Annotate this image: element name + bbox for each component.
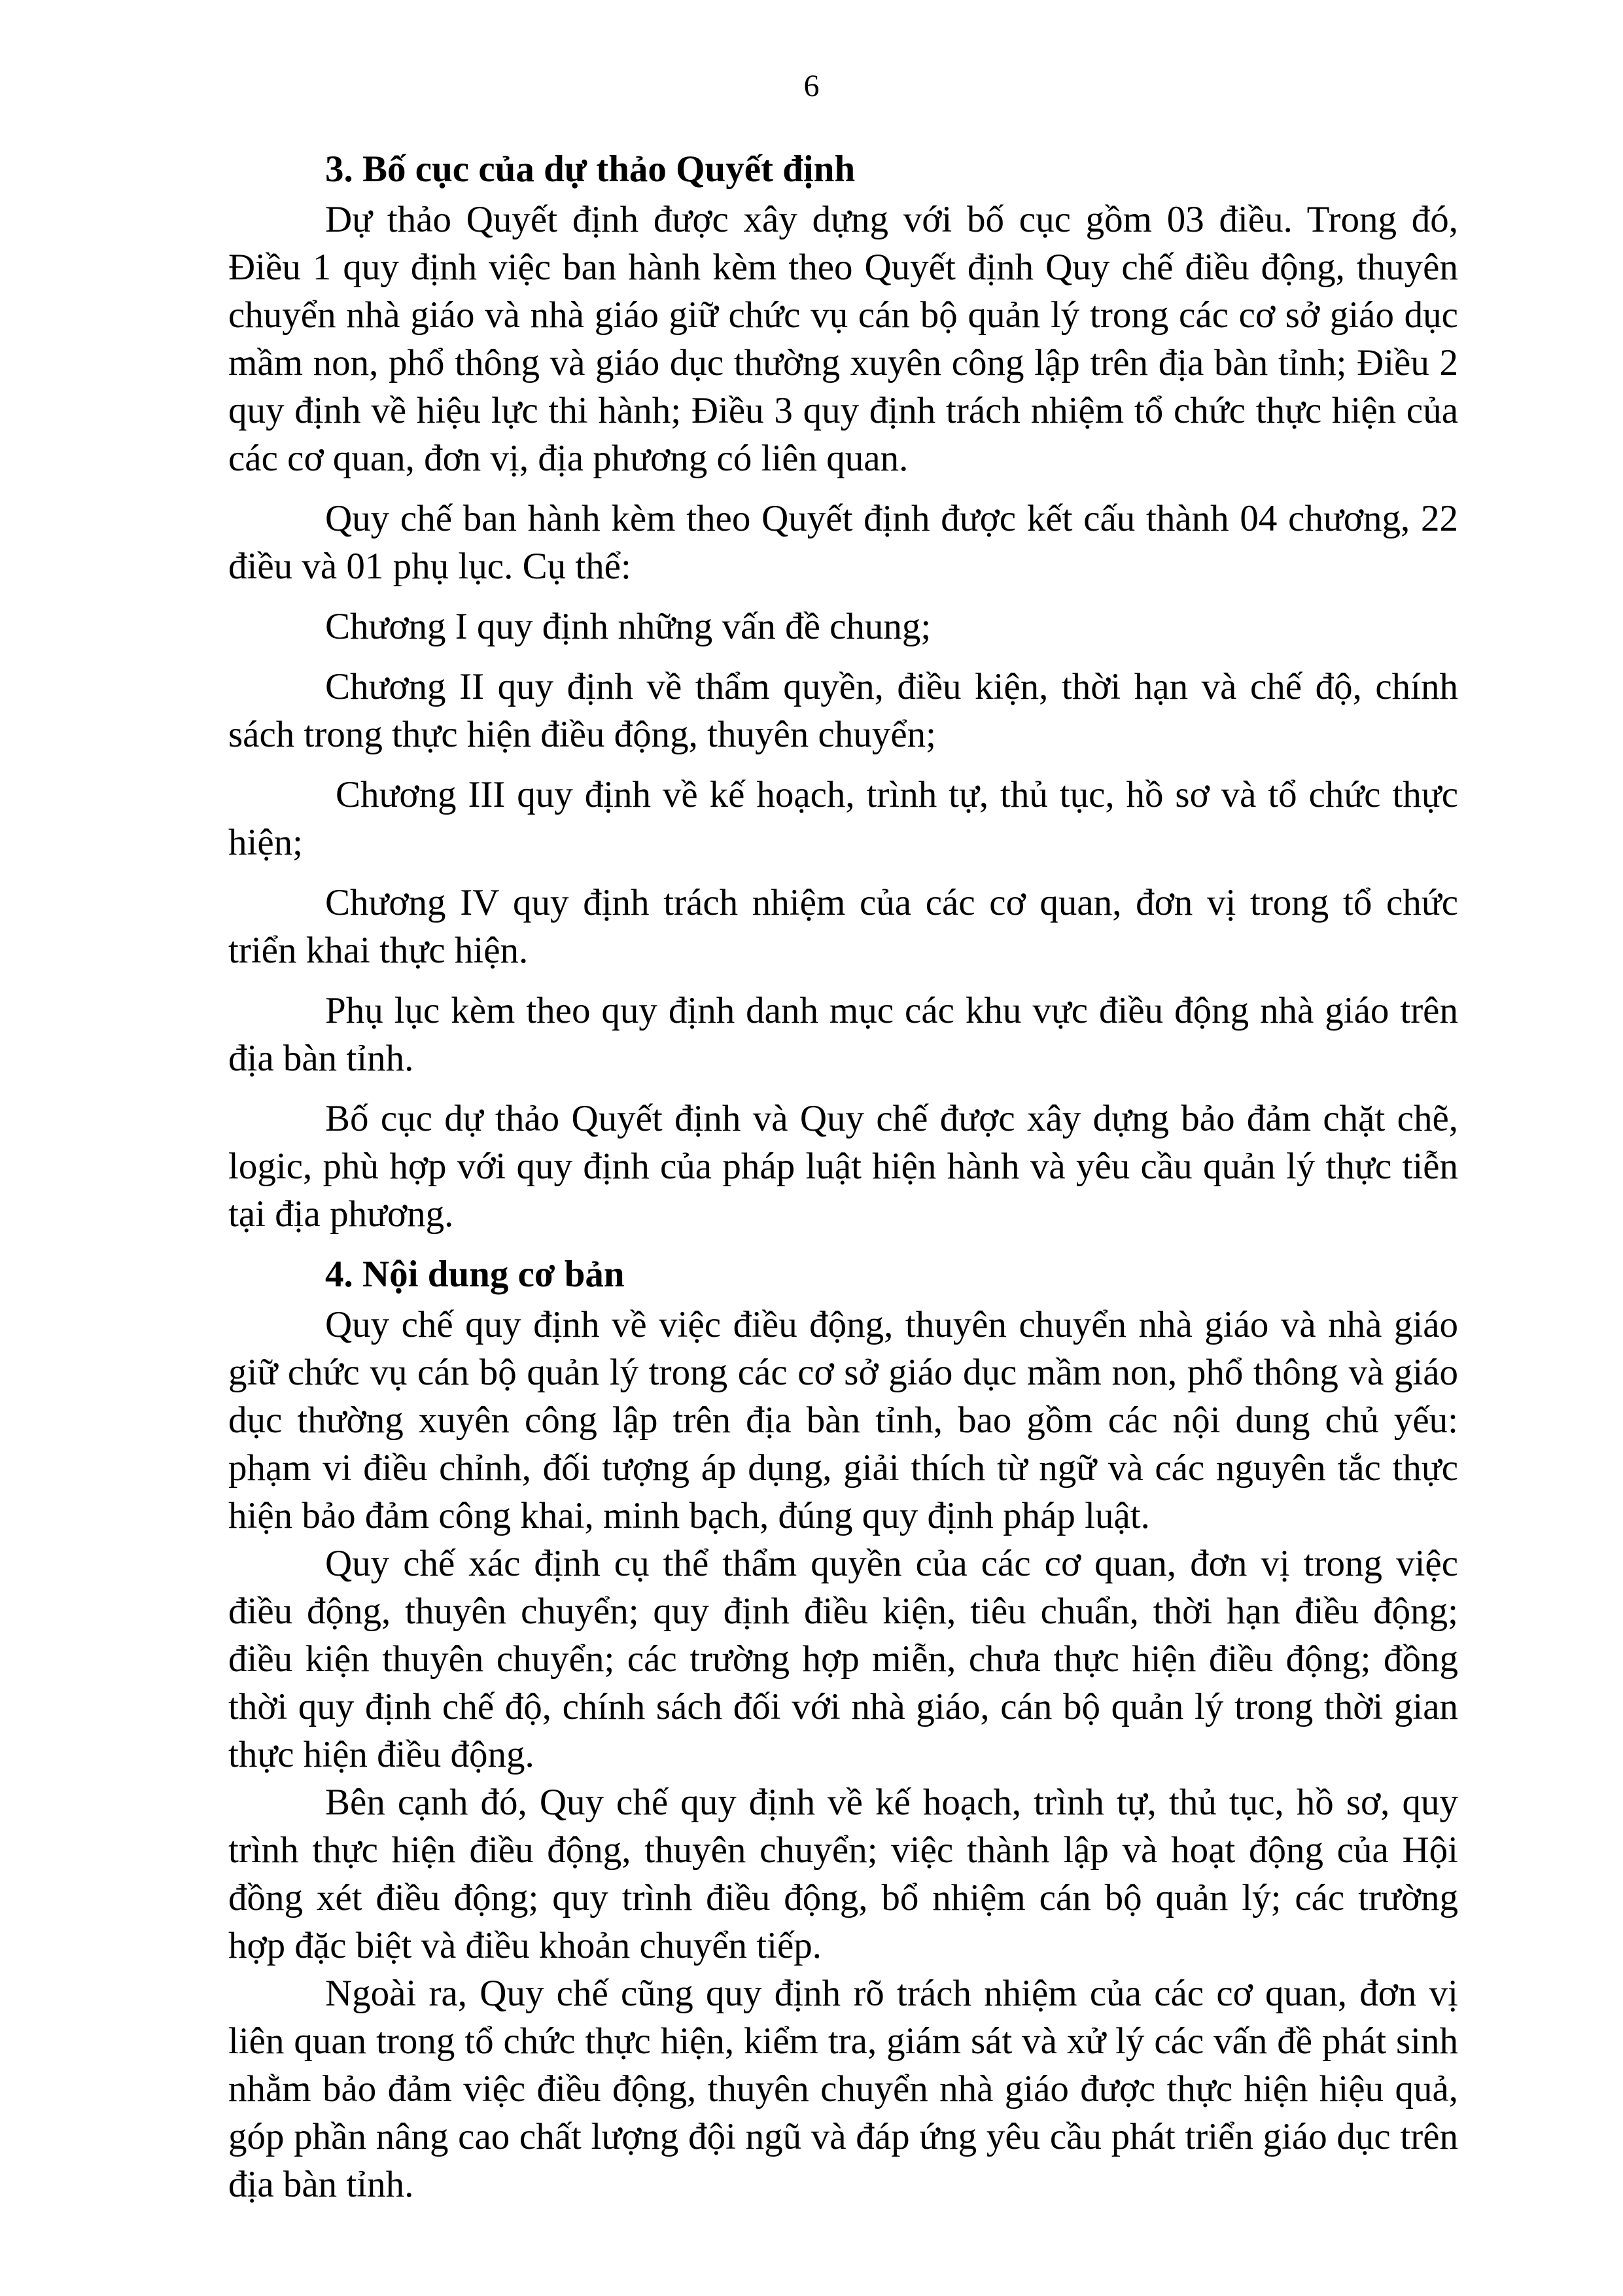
section-heading-content: 4. Nội dung cơ bản xyxy=(325,1254,625,1295)
document-body xyxy=(228,145,1458,2208)
paragraph: Bố cục dự thảo Quyết định và Quy chế được xây dựng bảo đảm chặt chẽ, logic, phù hợp với quy định của pháp luật hiện hành và yêu cầu quản lý thực tiễn tại địa phương. xyxy=(228,1098,1458,1235)
paragraph: Chương II quy định về thẩm quyền, điều kiện, thời hạn và chế độ, chính sách trong thực hiện điều động, thuyên chuyển; xyxy=(228,666,1458,755)
paragraph: Dự thảo Quyết định được xây dựng với bố cục gồm 03 điều. Trong đó, Điều 1 quy định việc ban hành kèm theo Quyết định Quy chế điều động, thuyên chuyển nhà giáo và nhà giáo giữ chức vụ cán bộ quản lý trong các cơ sở giáo dục mầm non, phổ thông và giáo dục thường xuyên công lập trên địa bàn tỉnh; Điều 2 quy định về hiệu lực thi hành; Điều 3 quy định trách nhiệm tổ chức thực hiện của các cơ quan, đơn vị, địa phương có liên quan. xyxy=(228,199,1458,479)
paragraph: Chương I quy định những vấn đề chung; xyxy=(325,606,932,647)
paragraph: Quy chế quy định về việc điều động, thuyên chuyển nhà giáo và nhà giáo giữ chức vụ cán bộ quản lý trong các cơ sở giáo dục mầm non, phổ thông và giáo dục thường xuyên công lập trên địa bàn tỉnh, bao gồm các nội dung chủ yếu: phạm vi điều chỉnh, đối tượng áp dụng, giải thích từ ngữ và các nguyên tắc thực hiện bảo đảm công khai, minh bạch, đúng quy định pháp luật. xyxy=(228,1304,1458,1536)
paragraph: Quy chế ban hành kèm theo Quyết định được kết cấu thành 04 chương, 22 điều và 01 phụ lục. Cụ thể: xyxy=(228,498,1458,587)
section-heading-structure: 3. Bố cục của dự thảo Quyết định xyxy=(325,149,856,190)
paragraph: Phụ lục kèm theo quy định danh mục các khu vực điều động nhà giáo trên địa bàn tỉnh. xyxy=(228,990,1458,1079)
paragraph: Ngoài ra, Quy chế cũng quy định rõ trách nhiệm của các cơ quan, đơn vị liên quan trong tổ chức thực hiện, kiểm tra, giám sát và xử lý các vấn đề phát sinh nhằm bảo đảm việc điều động, thuyên chuyển nhà giáo được thực hiện hiệu quả, góp phần nâng cao chất lượng đội ngũ và đáp ứng yêu cầu phát triển giáo dục trên địa bàn tỉnh. xyxy=(228,1973,1458,2205)
paragraph: Quy chế xác định cụ thể thẩm quyền của các cơ quan, đơn vị trong việc điều động, thuyên chuyển; quy định điều kiện, tiêu chuẩn, thời hạn điều động; điều kiện thuyên chuyển; các trường hợp miễn, chưa thực hiện điều động; đồng thời quy định chế độ, chính sách đối với nhà giáo, cán bộ quản lý trong thời gian thực hiện điều động. xyxy=(228,1543,1458,1775)
paragraph: Bên cạnh đó, Quy chế quy định về kế hoạch, trình tự, thủ tục, hồ sơ, quy trình thực hiện điều động, thuyên chuyển; việc thành lập và hoạt động của Hội đồng xét điều động; quy trình điều động, bổ nhiệm cán bộ quản lý; các trường hợp đặc biệt và điều khoản chuyển tiếp. xyxy=(228,1782,1458,1966)
paragraph: Chương IV quy định trách nhiệm của các cơ quan, đơn vị trong tổ chức triển khai thực hiện. xyxy=(228,882,1458,971)
page-number: 6 xyxy=(803,69,820,103)
paragraph: Chương III quy định về kế hoạch, trình tự, thủ tục, hồ sơ và tổ chức thực hiện; xyxy=(228,774,1458,863)
